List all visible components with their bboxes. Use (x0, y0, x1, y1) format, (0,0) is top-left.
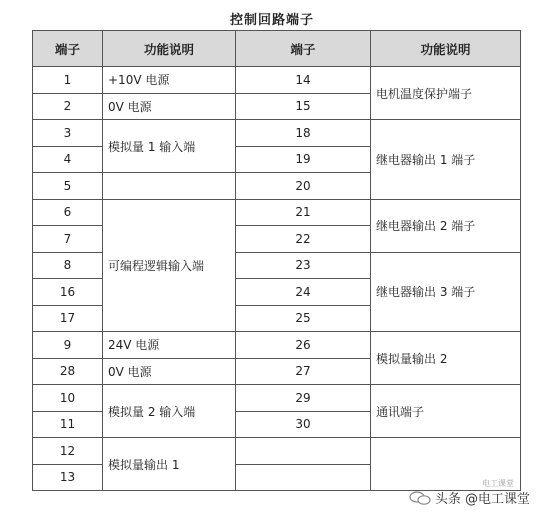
right-terminal-cell: 23 (236, 252, 371, 279)
left-function-cell: 24V 电源 (103, 332, 236, 359)
right-terminal-cell: 22 (236, 226, 371, 253)
left-function-cell: 模拟量输出 1 (103, 438, 236, 491)
header-row (33, 31, 521, 67)
right-terminal-cell: 30 (236, 411, 371, 438)
header-function-right: 功能说明 (371, 31, 521, 67)
right-function-cell: 继电器输出 1 端子 (371, 120, 521, 200)
right-function-cell: 电机温度保护端子 (371, 67, 521, 120)
table-row (33, 120, 521, 147)
left-terminal-cell: 3 (33, 120, 103, 147)
table-row (33, 199, 521, 226)
left-function-cell: 0V 电源 (103, 358, 236, 385)
left-function-cell: 模拟量 1 输入端 (103, 120, 236, 173)
left-terminal-cell: 6 (33, 199, 103, 226)
header-terminal-left: 端子 (33, 31, 103, 67)
left-terminal-cell: 9 (33, 332, 103, 359)
left-terminal-cell: 10 (33, 385, 103, 412)
table-row (33, 67, 521, 94)
right-terminal-cell: 29 (236, 385, 371, 412)
left-terminal-cell: 1 (33, 67, 103, 94)
right-terminal-cell: 20 (236, 173, 371, 200)
right-terminal-cell: 21 (236, 199, 371, 226)
header-terminal-right: 端子 (236, 31, 371, 67)
right-terminal-cell (236, 438, 371, 465)
wechat-bubble-icon (409, 491, 431, 505)
left-terminal-cell: 4 (33, 146, 103, 173)
right-terminal-cell: 26 (236, 332, 371, 359)
left-terminal-cell: 13 (33, 464, 103, 491)
terminal-table (32, 30, 521, 491)
table-row (33, 332, 521, 359)
left-terminal-cell: 7 (33, 226, 103, 253)
left-function-cell: 可编程逻辑输入端 (103, 199, 236, 332)
left-terminal-cell: 2 (33, 93, 103, 120)
table-row (33, 438, 521, 465)
right-terminal-cell: 14 (236, 67, 371, 94)
right-terminal-cell: 18 (236, 120, 371, 147)
watermark-logo: 电工课堂 (482, 479, 514, 488)
right-terminal-cell: 25 (236, 305, 371, 332)
right-terminal-cell: 19 (236, 146, 371, 173)
left-terminal-cell: 28 (33, 358, 103, 385)
right-terminal-cell: 15 (236, 93, 371, 120)
table-row (33, 385, 521, 412)
right-terminal-cell (236, 464, 371, 491)
left-function-cell: 0V 电源 (103, 93, 236, 120)
right-terminal-cell: 27 (236, 358, 371, 385)
left-terminal-cell: 8 (33, 252, 103, 279)
table-body (33, 67, 521, 491)
right-function-cell: 继电器输出 2 端子 (371, 199, 521, 252)
left-terminal-cell: 11 (33, 411, 103, 438)
left-function-cell: +10V 电源 (103, 67, 236, 94)
right-function-cell: 通讯端子 (371, 385, 521, 438)
left-terminal-cell: 17 (33, 305, 103, 332)
right-function-cell: 模拟量输出 2 (371, 332, 521, 385)
left-function-cell (103, 173, 236, 200)
left-terminal-cell: 16 (33, 279, 103, 306)
watermark-text: 头条 @电工课堂 (434, 492, 530, 507)
watermark (409, 488, 530, 507)
left-terminal-cell: 5 (33, 173, 103, 200)
left-function-cell: 模拟量 2 输入端 (103, 385, 236, 438)
right-function-cell: 继电器输出 3 端子 (371, 252, 521, 332)
right-terminal-cell: 24 (236, 279, 371, 306)
table-title: 控制回路端子 (229, 13, 314, 28)
header-function-left: 功能说明 (103, 31, 236, 67)
left-terminal-cell: 12 (33, 438, 103, 465)
